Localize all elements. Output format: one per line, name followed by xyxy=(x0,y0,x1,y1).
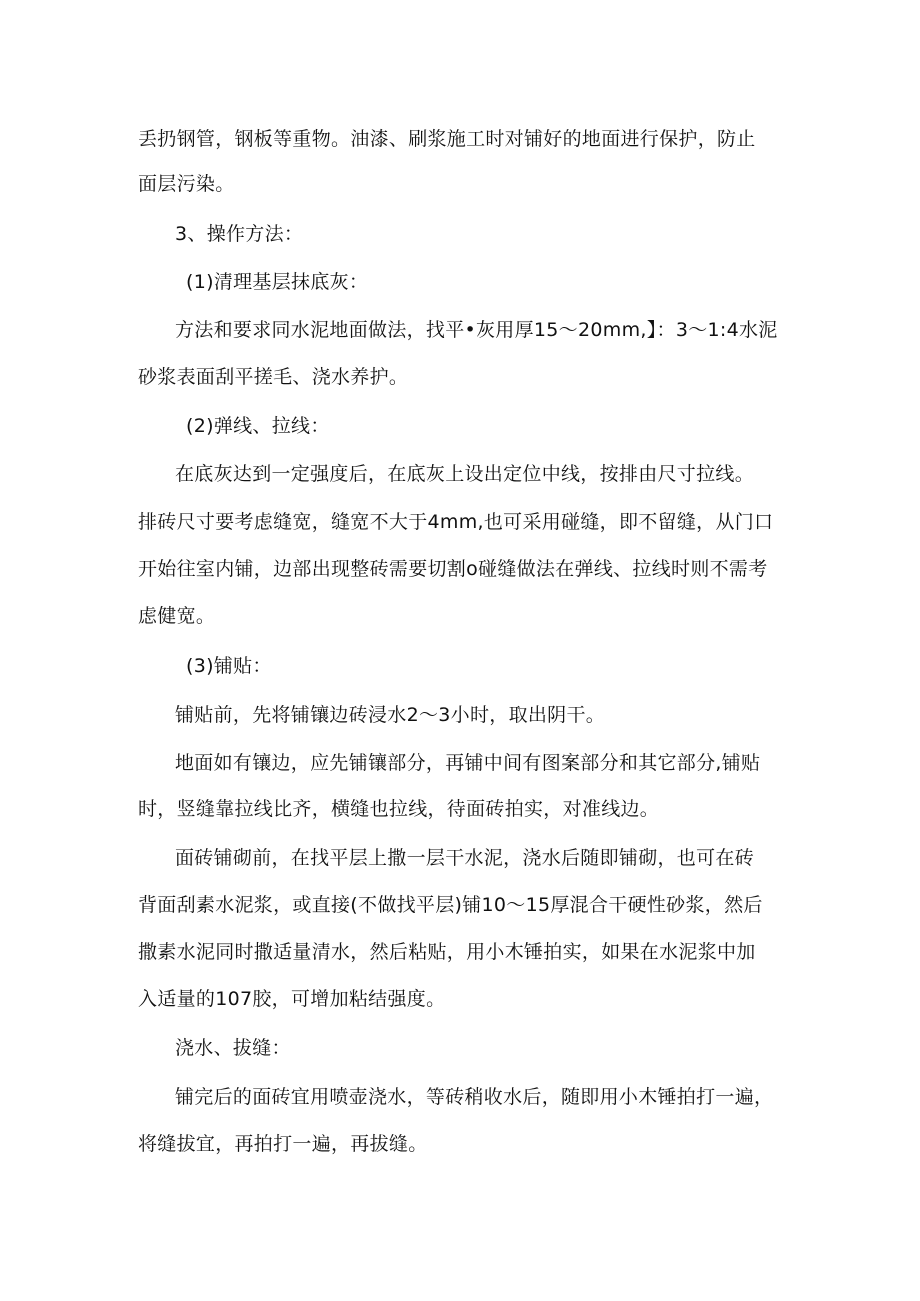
paragraph-line: 地面如有镶边，应先铺镶部分，再铺中间有图案部分和其它部分,铺贴 xyxy=(175,752,761,774)
paragraph-line: 排砖尺寸要考虑缝宽，缝宽不大于4mm,也可采用碰缝，即不留缝，从门口 xyxy=(138,511,774,533)
paragraph-line: 将缝拔宜，再拍打一遍，再拔缝。 xyxy=(138,1133,428,1155)
paragraph-line: 虑健宽。 xyxy=(138,605,216,627)
paragraph-line: 铺贴前，先将铺镶边砖浸水2～3小时，取出阴干。 xyxy=(175,704,606,726)
paragraph-line: 撒素水泥同时撒适量清水，然后粘贴，用小木锤拍实，如果在水泥浆中加 xyxy=(138,941,756,963)
paragraph-line: 在底灰达到一定强度后，在底灰上设出定位中线，按排由尺寸拉线。 xyxy=(175,463,755,485)
paragraph-line: 背面刮素水泥浆，或直接(不做找平层)铺10～15厚混合干硬性砂浆，然后 xyxy=(138,894,763,916)
subsection-heading: (3)铺贴： xyxy=(186,655,272,677)
subsection-heading: (2)弹线、拉线： xyxy=(186,415,330,437)
paragraph-line: 面层污染。 xyxy=(138,173,235,195)
paragraph-line: 铺完后的面砖宜用喷壶浇水，等砖稍收水后，随即用小木锤拍打一遍， xyxy=(175,1086,774,1108)
paragraph-line: 方法和要求同水泥地面做法，找平•灰用厚15～20mm,】：3～1:4水泥 xyxy=(175,319,778,341)
paragraph-line: 时，竖缝靠拉线比齐，横缝也拉线，待面砖拍实，对准线边。 xyxy=(138,798,660,820)
subsection-heading: (1)清理基层抹底灰： xyxy=(186,271,369,293)
section-heading: 浇水、拔缝： xyxy=(175,1037,291,1059)
paragraph-line: 面砖铺砌前，在找平层上撒一层干水泥，浇水后随即铺砌，也可在砖 xyxy=(175,847,755,869)
paragraph-line: 丢扔钢管，钢板等重物。油漆、刷浆施工时对铺好的地面进行保护，防止 xyxy=(138,128,756,150)
paragraph-line: 砂浆表面刮平搓毛、浇水养护。 xyxy=(138,366,409,388)
paragraph-line: 入适量的107胶，可增加粘结强度。 xyxy=(138,988,446,1010)
section-heading: 3、操作方法： xyxy=(175,223,304,245)
paragraph-line: 开始往室内铺，边部出现整砖需要切割o碰缝做法在弹线、拉线时则不需考 xyxy=(138,558,768,580)
